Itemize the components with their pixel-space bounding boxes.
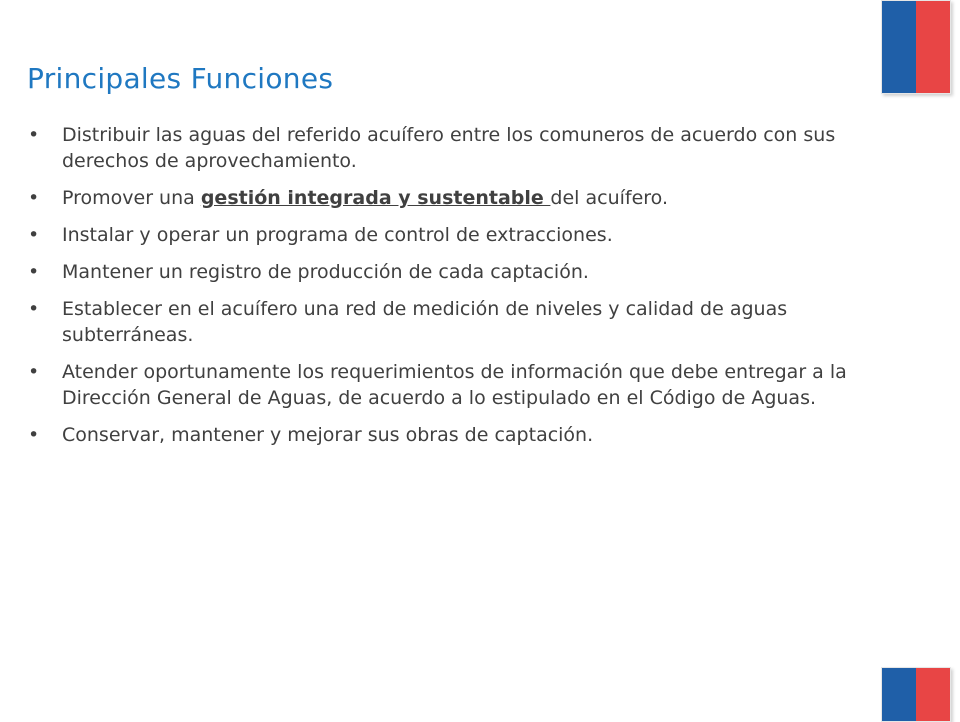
bullet-text: Mantener un registro de producción de cada captación.	[62, 261, 589, 283]
bullet-item	[28, 185, 878, 211]
bullet-dot: •	[28, 298, 40, 320]
flag-stripe-blue	[882, 668, 916, 721]
bullet-dot: •	[28, 261, 40, 283]
bullet-item	[28, 259, 878, 285]
flag-stripe-red	[916, 668, 950, 721]
bullet-text: Establecer en el acuífero una red de medición de niveles y calidad de aguas subterráneas.	[62, 298, 788, 346]
bullet-text: Instalar y operar un programa de control de extracciones.	[62, 224, 613, 246]
flag-decoration-bottom	[881, 667, 951, 722]
bullet-item	[28, 359, 878, 411]
bullet-text: Conservar, mantener y mejorar sus obras de captación.	[62, 424, 594, 446]
bullet-text-emphasis: gestión integrada y sustentable	[200, 187, 551, 209]
bullet-item	[28, 222, 878, 248]
bullet-text: Distribuir las aguas del referido acuífero entre los comuneros de acuerdo con sus derechos de aprovechamiento.	[62, 124, 836, 172]
bullet-text-after: del acuífero.	[550, 187, 669, 209]
bullet-text: Atender oportunamente los requerimientos de información que debe entregar a la Dirección General de Aguas, de acuerdo a lo estipulado en el Código de Aguas.	[62, 361, 847, 409]
flag-stripe-red	[916, 1, 950, 93]
bullet-dot: •	[28, 187, 40, 209]
flag-stripe-blue	[882, 1, 916, 93]
bullet-dot: •	[28, 361, 40, 383]
bullet-item	[28, 296, 878, 348]
slide-title: Principales Funciones	[27, 62, 334, 95]
bullet-dot: •	[28, 424, 40, 446]
bullet-dot: •	[28, 224, 40, 246]
bullet-list	[28, 122, 878, 459]
flag-decoration-top	[881, 0, 951, 94]
bullet-text-before: Promover una	[62, 187, 201, 209]
bullet-dot: •	[28, 124, 40, 146]
bullet-item	[28, 422, 878, 448]
bullet-item	[28, 122, 878, 174]
